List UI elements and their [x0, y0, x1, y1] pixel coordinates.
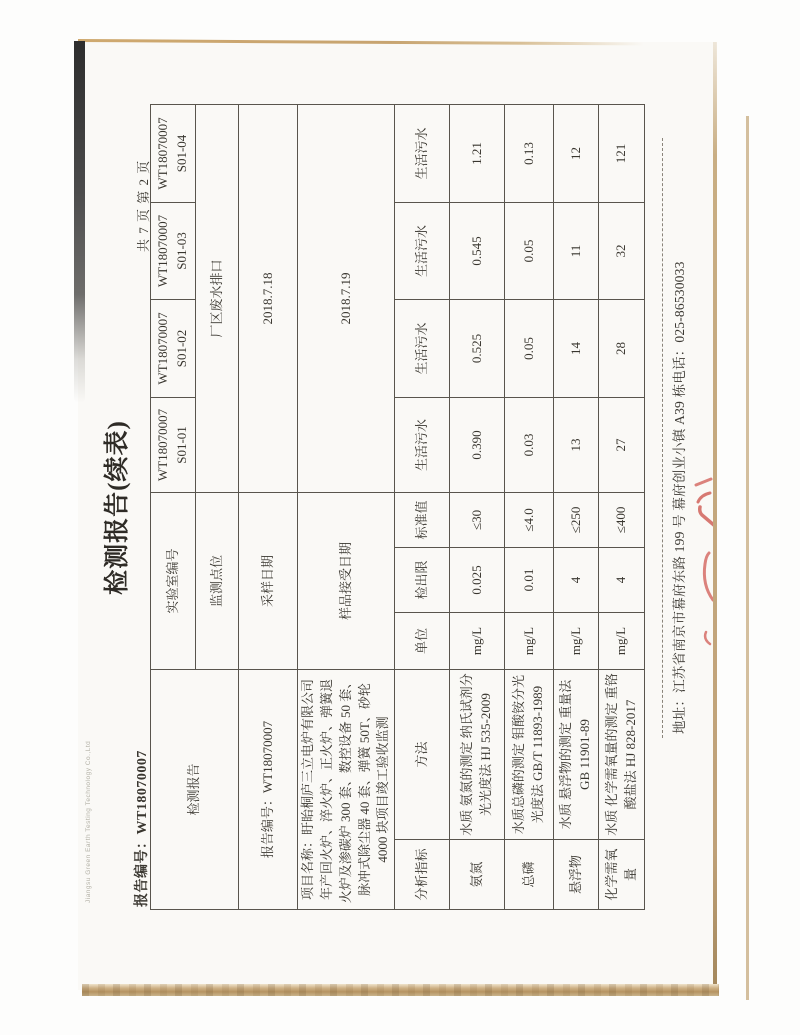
doc-type-cell: 检测报告	[151, 669, 239, 909]
value-cell: 28	[599, 299, 645, 397]
project-name-cell: 项目名称：盱眙桐庐三立电炉有限公司年产回火炉、淬火炉、正火炉、弹簧退火炉及渗碳炉 300 套、数控设备 50 套、脉冲式除尘器 40 套、弹簧 50T、砂轮 4000 块项目竣工验收监测	[298, 669, 395, 909]
sample-type-cell: 生活污水	[395, 397, 450, 492]
indicator-cell: 氨氮	[450, 840, 505, 910]
receive-date-label: 样品接受日期	[298, 492, 395, 669]
page-indicator: 共 7 页 第 2 页	[136, 159, 151, 252]
data-row-phosphorus	[505, 104, 554, 909]
detection-limit-cell: 0.025	[450, 547, 505, 612]
sample-type-cell: 生活污水	[395, 202, 450, 299]
page-edge-bottom	[82, 984, 719, 996]
sample-id-cell	[151, 104, 196, 202]
value-cell: 14	[554, 299, 599, 397]
report-number: 报告编号：WT18070007	[135, 750, 150, 907]
value-cell: 1.21	[450, 104, 505, 202]
table-row	[298, 104, 395, 909]
value-cell: 0.545	[450, 202, 505, 299]
indicator-cell: 悬浮物	[554, 840, 599, 910]
sample-id-cell	[151, 202, 196, 299]
monitor-point-value: 厂区废水排口	[196, 104, 239, 492]
data-row-cod	[599, 104, 645, 909]
method-header: 方法	[395, 669, 450, 839]
value-cell: 32	[599, 202, 645, 299]
sample-id-cell	[151, 299, 196, 397]
footer-address: 地址：江苏省南京市幕府东路 199 号 幕府创业小镇 A39 栋电话：025-86530033	[672, 261, 687, 734]
unit-cell: mg/L	[599, 612, 645, 669]
value-cell: 0.05	[505, 202, 554, 299]
receive-date-value: 2018.7.19	[298, 104, 395, 492]
value-cell: 121	[599, 104, 645, 202]
value-cell: 0.13	[505, 104, 554, 202]
unit-cell: mg/L	[450, 612, 505, 669]
sample-sub-id: S01-01	[174, 426, 189, 464]
detection-limit-cell: 4	[599, 547, 645, 612]
data-row-ammonia	[450, 104, 505, 909]
value-cell: 13	[554, 397, 599, 492]
sample-code: WT18070007	[155, 408, 171, 482]
sampling-date-label: 采样日期	[239, 492, 298, 669]
method-cell: 水质 悬浮物的测定 重量法 GB 11901-89	[554, 669, 599, 839]
data-row-suspended-solids	[554, 104, 599, 909]
value-cell: 0.05	[505, 299, 554, 397]
sample-sub-id: S01-03	[174, 232, 189, 270]
sample-code: WT18070007	[155, 312, 171, 385]
table-row	[239, 104, 298, 909]
value-cell: 0.525	[450, 299, 505, 397]
sample-sub-id: S01-02	[174, 329, 189, 368]
sample-id-cell	[151, 397, 196, 492]
sample-code: WT18070007	[155, 214, 171, 288]
standard-header: 标准值	[395, 492, 450, 547]
company-watermark: Jiangsu Green Earth Testing Technology Co.,Ltd	[85, 740, 92, 903]
value-cell: 11	[554, 202, 599, 299]
sample-type-cell: 生活污水	[395, 299, 450, 397]
page-edge-right	[713, 42, 717, 990]
standard-cell: ≤250	[554, 492, 599, 547]
value-cell: 12	[554, 104, 599, 202]
indicator-cell: 化学需氧量	[599, 840, 645, 910]
value-cell: 27	[599, 397, 645, 492]
value-cell: 0.03	[505, 397, 554, 492]
sample-code: WT18070007	[155, 117, 171, 190]
report-no-cell: 报告编号：WT18070007	[239, 669, 298, 909]
method-cell: 水质总磷的测定 钼酸铵分光光度法 GB/T 11893-1989	[505, 669, 554, 839]
unit-header: 单位	[395, 612, 450, 669]
method-cell: 水质 氨氮的测定 纳氏试剂分光光度法 HJ 535-2009	[450, 669, 505, 839]
lab-no-label: 实验室编号	[151, 492, 196, 669]
detection-limit-header: 检出限	[395, 547, 450, 612]
standard-cell: ≤30	[450, 492, 505, 547]
method-cell: 水质 化学需氧量的测定 重铬酸盐法 HJ 828-2017	[599, 669, 645, 839]
detection-limit-cell: 0.01	[505, 547, 554, 612]
sample-sub-id: S01-04	[174, 134, 189, 173]
standard-cell: ≤400	[599, 492, 645, 547]
detection-limit-cell: 4	[554, 547, 599, 612]
unit-cell: mg/L	[554, 612, 599, 669]
value-cell: 0.390	[450, 397, 505, 492]
table-row	[151, 104, 196, 909]
indicator-cell: 总磷	[505, 840, 554, 910]
binding-spine-shadow	[74, 41, 85, 403]
results-table	[150, 104, 645, 910]
sample-type-cell: 生活污水	[395, 104, 450, 202]
table-header-row	[395, 104, 450, 909]
monitor-point-label: 监测点位	[196, 492, 239, 669]
scanned-report-page	[78, 42, 716, 990]
report-title: 检测报告(续表)	[104, 420, 131, 595]
unit-cell: mg/L	[505, 612, 554, 669]
page-stack-edge	[746, 116, 749, 1000]
footer-divider	[662, 138, 663, 738]
sampling-date-value: 2018.7.18	[239, 104, 298, 492]
indicator-header: 分析指标	[395, 840, 450, 910]
standard-cell: ≤4.0	[505, 492, 554, 547]
